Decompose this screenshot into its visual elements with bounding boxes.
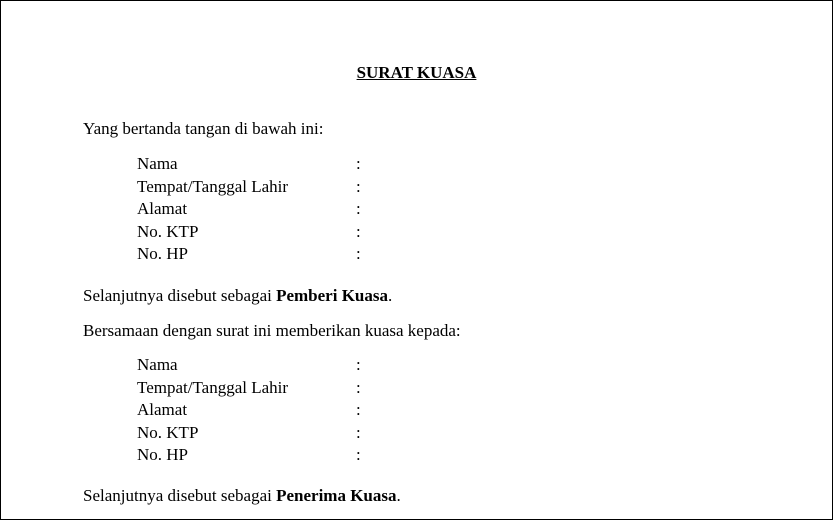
field-label: Nama: [137, 355, 178, 374]
grantee-sentence: [83, 486, 401, 506]
field-label: Tempat/Tanggal Lahir: [137, 176, 289, 196]
field-colon: :: [356, 244, 361, 264]
field-label: Alamat: [137, 400, 188, 420]
field-colon: :: [356, 422, 361, 442]
grantee-sentence-suffix: .: [396, 486, 401, 505]
document-title: SURAT KUASA: [356, 63, 477, 82]
field-label: Alamat: [137, 199, 188, 219]
field-colon: :: [356, 400, 361, 420]
field-colon: :: [356, 355, 361, 374]
intro-text: Yang bertanda tangan di bawah ini:: [83, 119, 324, 138]
field-label: No. HP: [137, 244, 189, 264]
grantee-role: Penerima Kuasa: [276, 486, 397, 505]
grant-statement: Bersamaan dengan surat ini memberikan kuasa kepada:: [83, 321, 461, 340]
field-label: No. KTP: [137, 221, 199, 241]
grantee-sentence-prefix: Selanjutnya disebut sebagai: [83, 486, 277, 505]
field-colon: :: [356, 221, 361, 241]
grantor-sentence-suffix: .: [388, 286, 393, 305]
grantor-role: Pemberi Kuasa: [276, 286, 388, 305]
field-label: No. KTP: [137, 422, 199, 442]
field-colon: :: [356, 176, 361, 196]
field-label: No. HP: [137, 445, 189, 465]
grantor-sentence-prefix: Selanjutnya disebut sebagai: [83, 286, 277, 305]
field-label: Nama: [137, 154, 178, 173]
field-colon: :: [356, 154, 361, 173]
grantor-sentence: [83, 286, 392, 306]
field-colon: :: [356, 445, 361, 465]
field-colon: :: [356, 199, 361, 219]
field-colon: :: [356, 377, 361, 397]
field-label: Tempat/Tanggal Lahir: [137, 377, 289, 397]
